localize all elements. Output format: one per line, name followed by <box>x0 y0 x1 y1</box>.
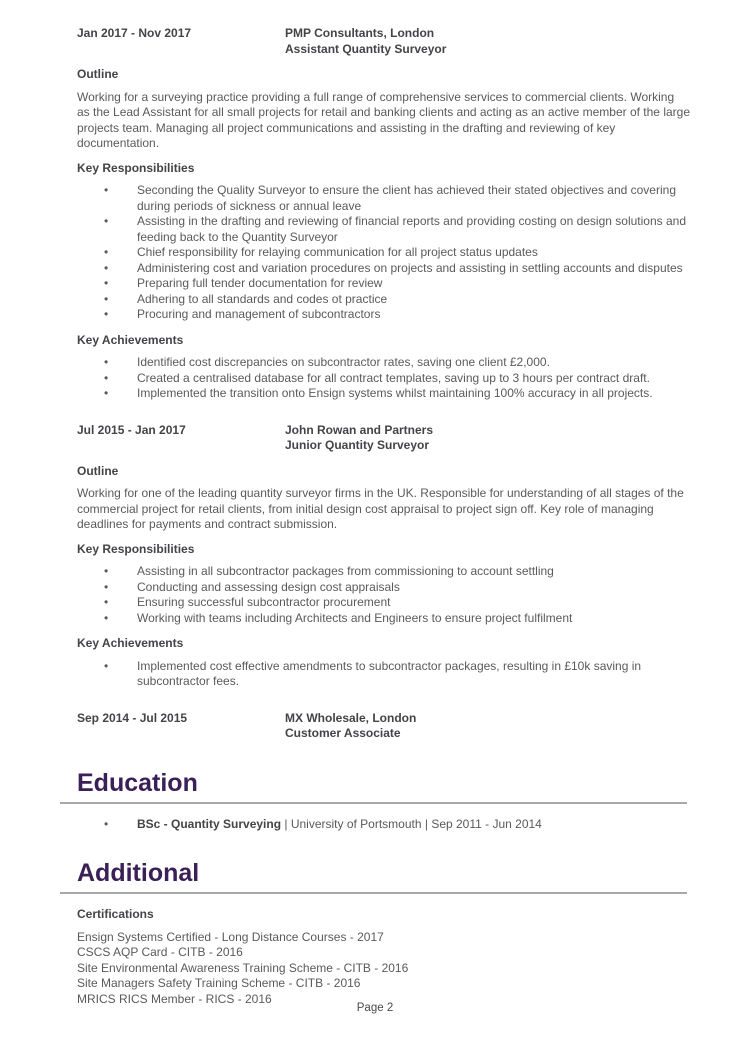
responsibility-item: • Adhering to all standards and codes ot practice <box>77 292 690 308</box>
outline-text: Working for a surveying practice providing a full range of comprehensive services to commercial clients. Working as the Lead Assistant for all small projects for retail and banking clients and acting as an active member of the large projects team. Managing all project communications and assisting in the drafting and reviewing of key documentation. <box>77 89 690 150</box>
responsibility-item: • Conducting and assessing design cost appraisals <box>77 580 690 596</box>
responsibilities-list <box>77 183 690 323</box>
degree-name: BSc - Quantity Surveying <box>137 816 282 831</box>
job-company-block <box>285 711 416 742</box>
outline-text: Working for one of the leading quantity surveyor firms in the UK. Responsible for understanding of all stages of the commercial project for retail clients, from initial design cost appraisal to project sign off. Key role of managing deadlines for payments and contract submission. <box>77 486 684 531</box>
responsibilities-list <box>77 564 690 626</box>
job-entry <box>77 711 690 742</box>
achievements-list <box>77 355 690 402</box>
responsibilities-heading: Key Responsibilities <box>77 160 195 175</box>
responsibility-item: • Procuring and management of subcontractors <box>77 307 690 323</box>
cv-content <box>77 26 690 1007</box>
achievement-item: • Identified cost discrepancies on subcontractor rates, saving one client £2,000. <box>77 355 690 371</box>
outline-heading: Outline <box>77 67 119 81</box>
job-dates: Jul 2015 - Jan 2017 <box>77 422 186 437</box>
job-company-block <box>285 26 446 57</box>
job-dates: Sep 2014 - Jul 2015 <box>77 710 188 725</box>
education-item <box>77 817 690 833</box>
achievement-item: • Created a centralised database for all contract templates, saving up to 3 hours per contract draft. <box>77 371 690 387</box>
responsibility-item: • Seconding the Quality Surveyor to ensure the client has achieved their stated objectives and covering during periods of sickness or annual leave <box>77 183 690 214</box>
responsibility-item: • Administering cost and variation procedures on projects and assisting in settling accounts and disputes <box>77 261 690 277</box>
section-heading-education: Education <box>60 770 687 804</box>
page-number: Page 2 <box>356 1002 394 1014</box>
achievement-item: • Implemented cost effective amendments to subcontractor packages, resulting in £10k saving in subcontractor fees. <box>77 659 690 690</box>
job-company: MX Wholesale, London <box>285 710 417 725</box>
job-entry <box>77 26 690 402</box>
certification-item: MRICS RICS Member - RICS - 2016 <box>77 991 272 1006</box>
outline-heading: Outline <box>77 463 119 478</box>
certifications-heading: Certifications <box>77 907 154 921</box>
job-title: Assistant Quantity Surveyor <box>285 41 447 56</box>
achievement-item: • Implemented the transition onto Ensign systems whilst maintaining 100% accuracy in all projects. <box>77 386 690 402</box>
section-heading-additional: Additional <box>60 860 687 894</box>
job-header <box>77 423 690 454</box>
responsibility-item: • Ensuring successful subcontractor procurement <box>77 595 690 611</box>
job-header <box>77 26 690 57</box>
achievements-heading: Key Achievements <box>77 636 184 650</box>
responsibility-item: • Preparing full tender documentation for review <box>77 276 690 292</box>
certification-item: Site Environmental Awareness Training Scheme - CITB - 2016 <box>77 960 409 975</box>
job-dates: Jan 2017 - Nov 2017 <box>77 26 192 40</box>
certifications-list <box>77 930 690 1008</box>
degree-details: | University of Portsmouth | Sep 2011 - Jun 2014 <box>281 816 542 831</box>
responsibility-item: • Chief responsibility for relaying communication for all project status updates <box>77 245 690 261</box>
job-title: Customer Associate <box>285 726 401 740</box>
responsibility-item: • Assisting in the drafting and reviewing of financial reports and providing costing on design solutions and feeding back to the Quantity Surveyor <box>77 214 690 245</box>
achievements-list <box>77 659 690 690</box>
certification-item: Site Managers Safety Training Scheme - CITB - 2016 <box>77 976 361 990</box>
job-header <box>77 711 690 742</box>
job-company-block <box>285 423 433 454</box>
responsibility-item: • Assisting in all subcontractor packages from commissioning to account settling <box>77 564 690 580</box>
job-company: John Rowan and Partners <box>285 422 434 437</box>
achievements-heading: Key Achievements <box>77 332 184 347</box>
job-entry <box>77 423 690 690</box>
certification-item: CSCS AQP Card - CITB - 2016 <box>77 945 243 959</box>
education-list <box>77 817 690 833</box>
job-title: Junior Quantity Surveyor <box>285 438 430 452</box>
responsibilities-heading: Key Responsibilities <box>77 541 195 556</box>
job-company: PMP Consultants, London <box>285 26 435 40</box>
certification-item: Ensign Systems Certified - Long Distance Courses - 2017 <box>77 929 384 944</box>
responsibility-item: • Working with teams including Architects and Engineers to ensure project fulfilment <box>77 611 690 627</box>
